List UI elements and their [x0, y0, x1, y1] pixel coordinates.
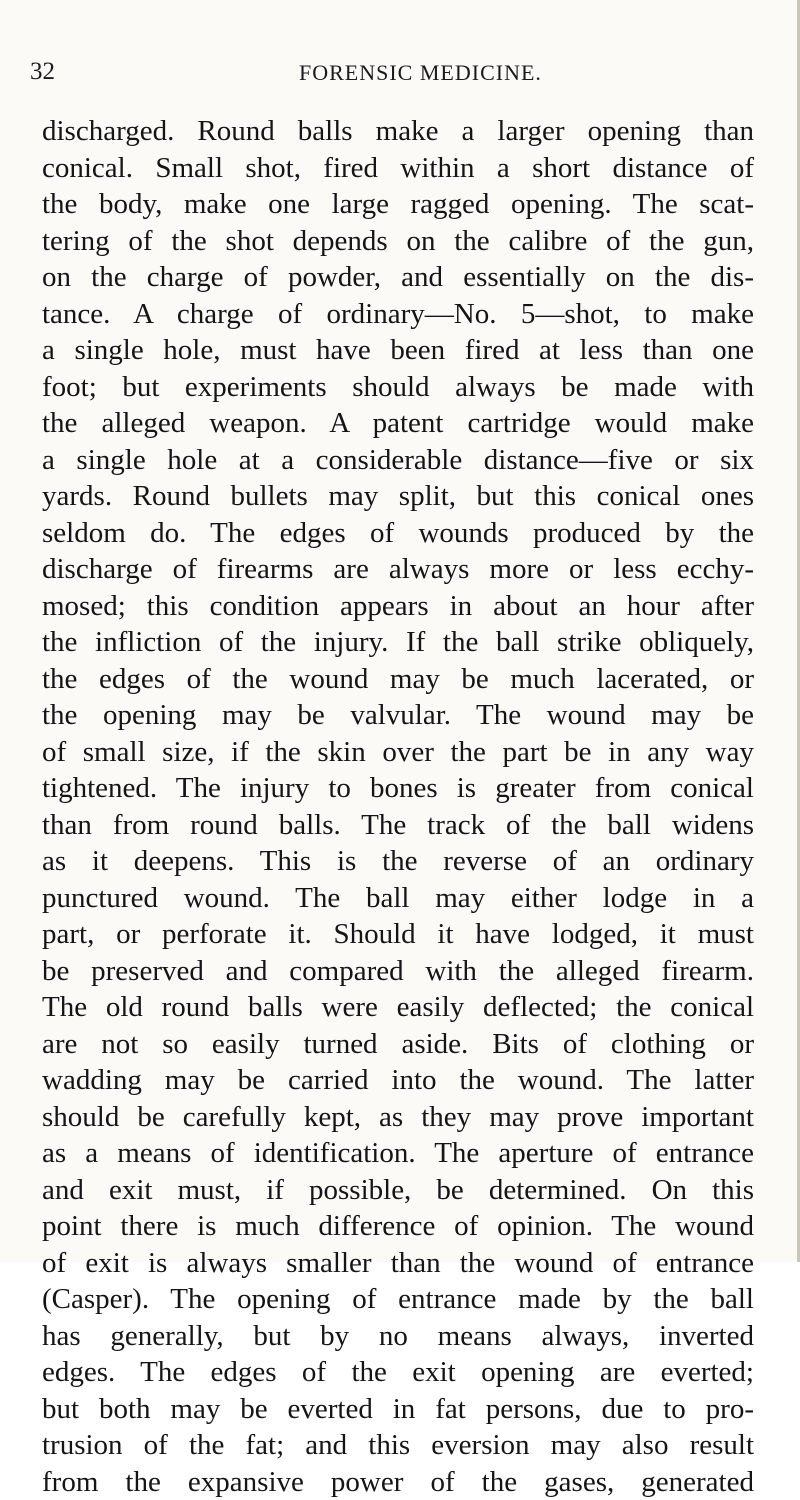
text-line: the infliction of the injury. If the ball strike obliquely, — [42, 624, 754, 661]
text-line: (Casper). The opening of entrance made by the ball — [42, 1281, 754, 1318]
text-line: conical. Small shot, fired within a short distance of — [42, 150, 754, 187]
text-line: of small size, if the skin over the part be in any way — [42, 734, 754, 771]
text-line: the body, make one large ragged opening. The scat- — [42, 186, 754, 223]
text-line: but both may be everted in fat persons, due to pro- — [42, 1391, 754, 1428]
text-line: trusion of the fat; and this eversion may also result — [42, 1427, 754, 1464]
text-line: on the charge of powder, and essentially on the dis- — [42, 259, 754, 296]
page-number: 32 — [30, 58, 55, 86]
text-line: wadding may be carried into the wound. The latter — [42, 1062, 754, 1099]
text-line: seldom do. The edges of wounds produced by the — [42, 515, 754, 552]
text-line: discharge of firearms are always more or less ecchy- — [42, 551, 754, 588]
text-line: punctured wound. The ball may either lodge in a — [42, 880, 754, 917]
text-line: point there is much difference of opinion. The wound — [42, 1208, 754, 1245]
text-line: be preserved and compared with the alleged firearm. — [42, 953, 754, 990]
text-line: a single hole, must have been fired at less than one — [42, 332, 754, 369]
text-line: from the expansive power of the gases, generated — [42, 1464, 754, 1500]
text-line: yards. Round bullets may split, but this conical ones — [42, 478, 754, 515]
text-line: as it deepens. This is the reverse of an ordinary — [42, 843, 754, 880]
text-line: discharged. Round balls make a larger opening than — [42, 113, 754, 150]
text-line: and exit must, if possible, be determined. On this — [42, 1172, 754, 1209]
text-line: should be carefully kept, as they may prove important — [42, 1099, 754, 1136]
text-line: than from round balls. The track of the ball widens — [42, 807, 754, 844]
text-line: as a means of identification. The aperture of entrance — [42, 1135, 754, 1172]
text-line: The old round balls were easily deflected; the conical — [42, 989, 754, 1026]
text-line: tance. A charge of ordinary—No. 5—shot, to make — [42, 296, 754, 333]
text-line: tering of the shot depends on the calibre of the gun, — [42, 223, 754, 260]
text-line: foot; but experiments should always be made with — [42, 369, 754, 406]
text-line: a single hole at a considerable distance—five or six — [42, 442, 754, 479]
text-line: are not so easily turned aside. Bits of clothing or — [42, 1026, 754, 1063]
text-line: of exit is always smaller than the wound of entrance — [42, 1245, 754, 1282]
text-line: tightened. The injury to bones is greater from conical — [42, 770, 754, 807]
text-line: the edges of the wound may be much lacerated, or — [42, 661, 754, 698]
body-paragraph — [42, 113, 754, 1500]
text-line: mosed; this condition appears in about an hour after — [42, 588, 754, 625]
text-line: edges. The edges of the exit opening are everted; — [42, 1354, 754, 1391]
text-line: the opening may be valvular. The wound may be — [42, 697, 754, 734]
text-line: the alleged weapon. A patent cartridge would make — [42, 405, 754, 442]
text-line: has generally, but by no means always, inverted — [42, 1318, 754, 1355]
running-title: FORENSIC MEDICINE. — [299, 60, 542, 86]
text-line: part, or perforate it. Should it have lodged, it must — [42, 916, 754, 953]
